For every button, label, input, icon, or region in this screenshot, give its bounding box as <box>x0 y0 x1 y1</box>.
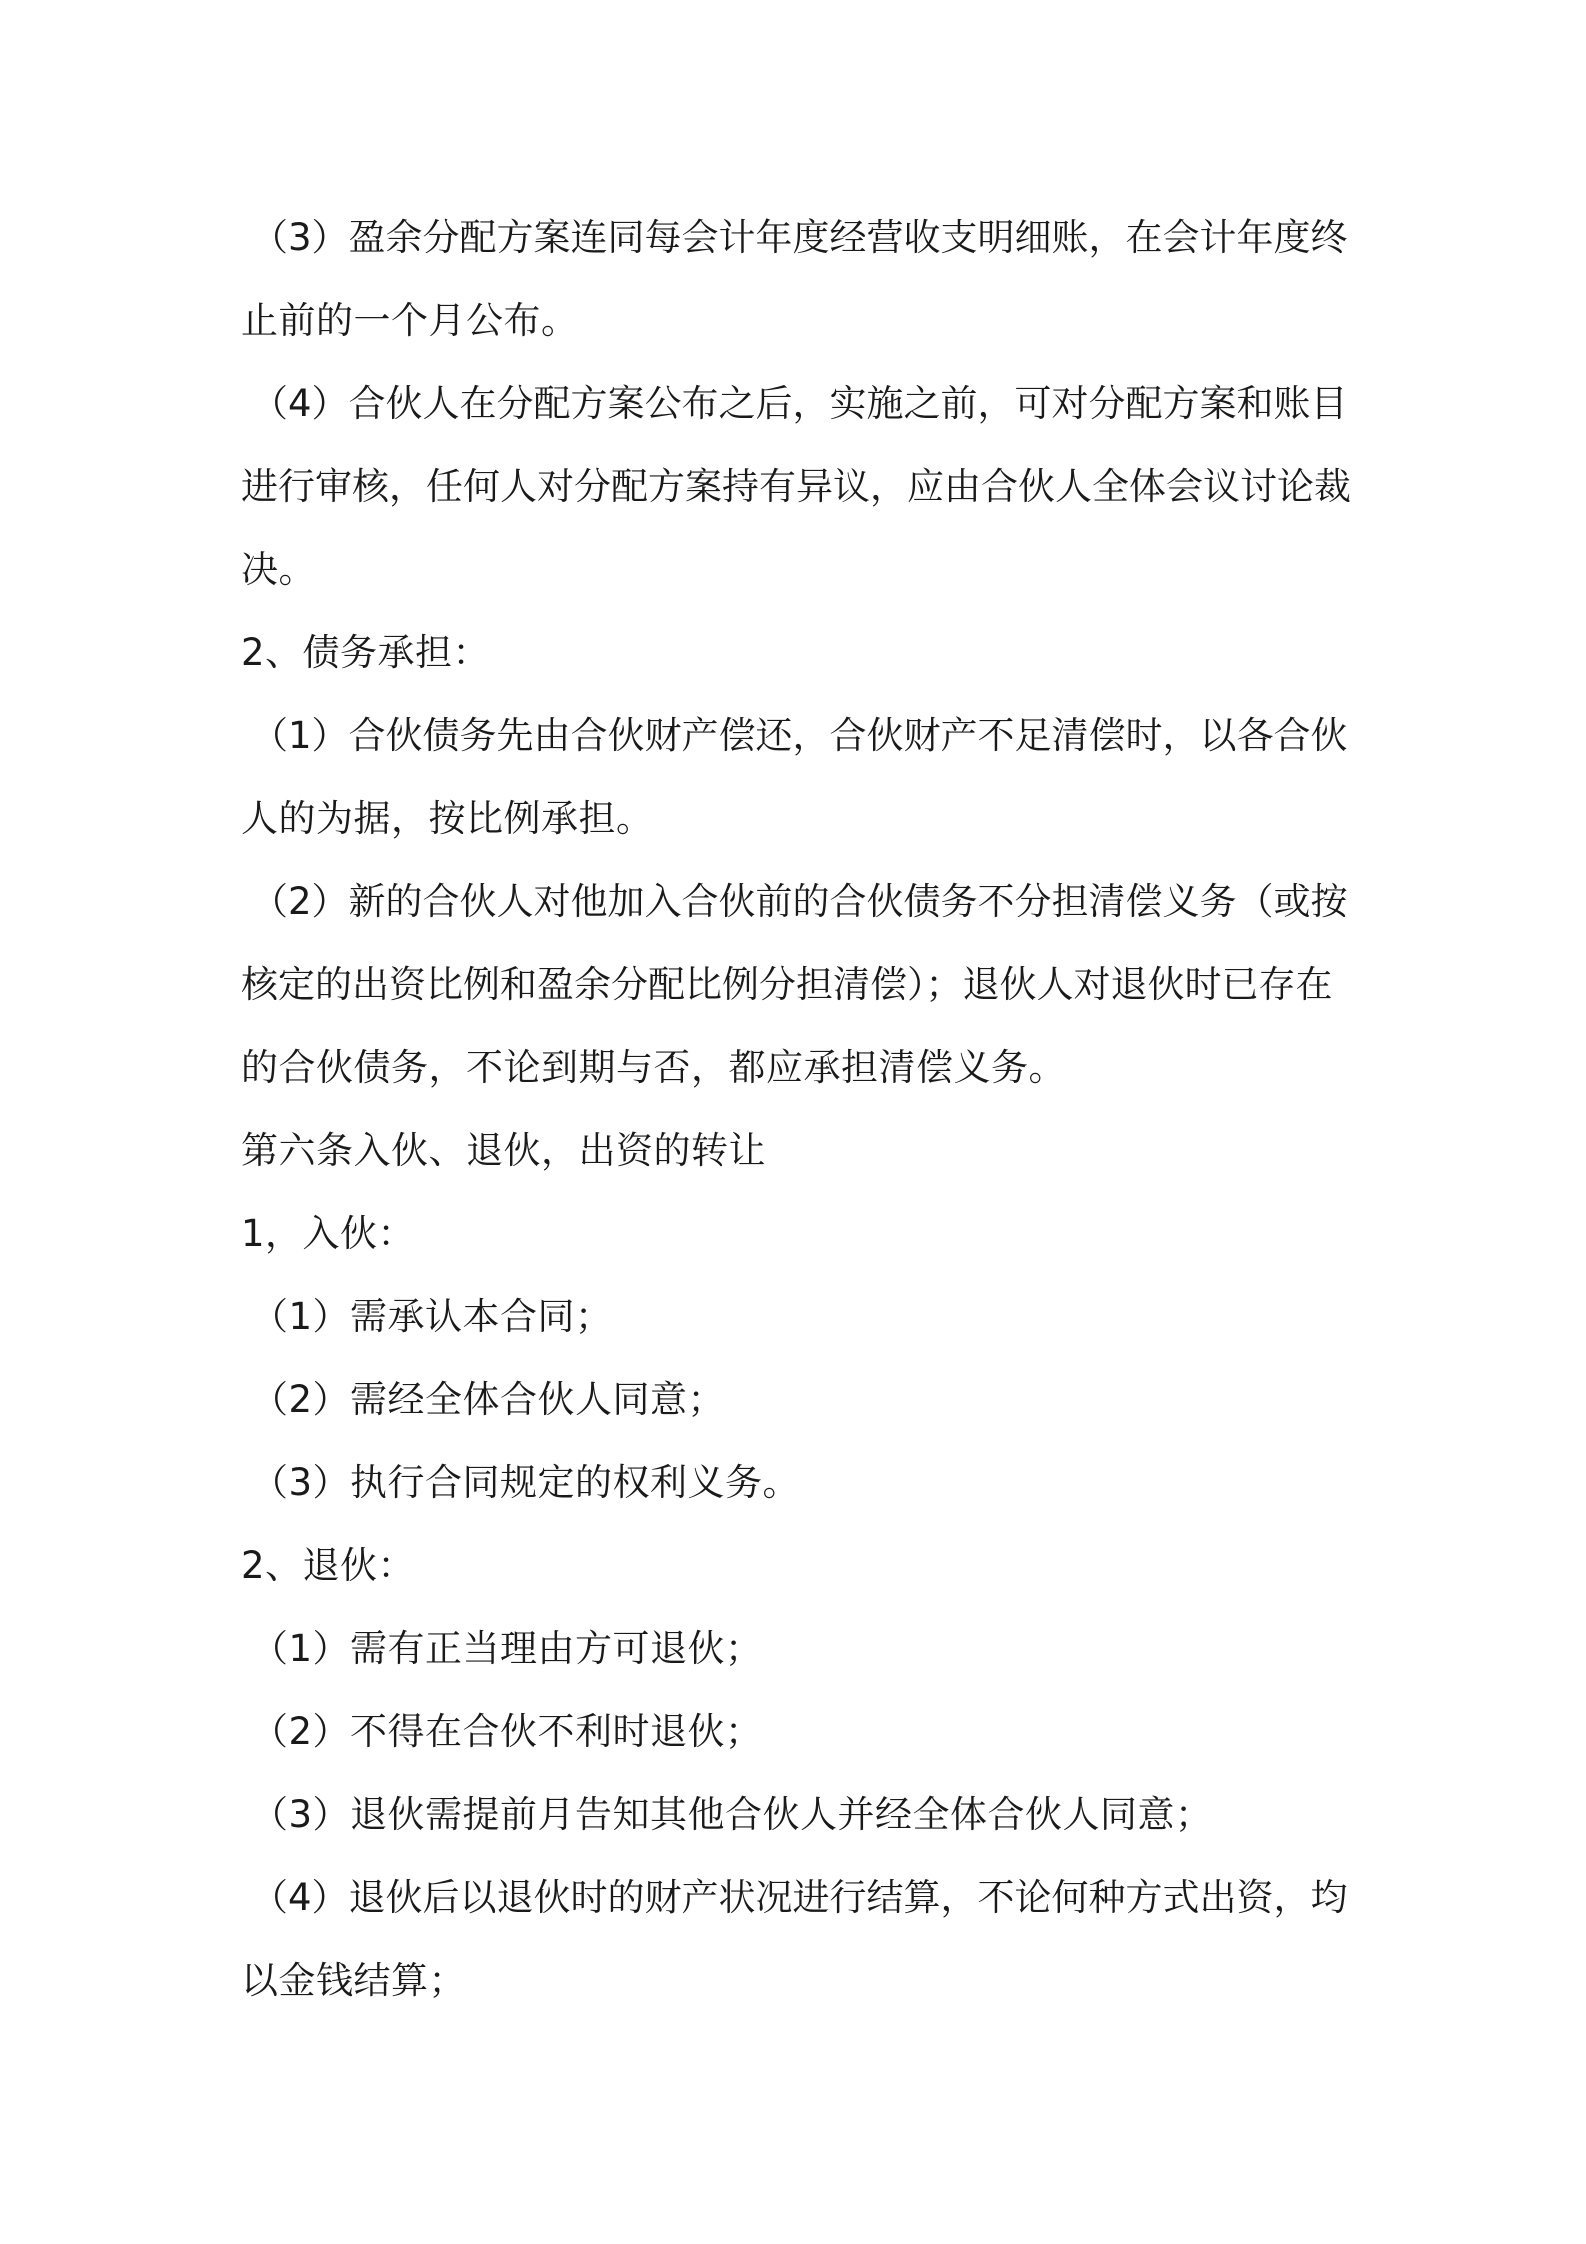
text-line: （1）需承认本合同； <box>251 1295 613 1338</box>
text-line: （1）合伙债务先由合伙财产偿还，合伙财产不足清偿时，以各合伙 <box>251 714 1348 757</box>
text-line: 人的为据，按比例承担。 <box>241 797 654 840</box>
text-line: （2）新的合伙人对他加入合伙前的合伙债务不分担清偿义务（或按 <box>251 880 1348 923</box>
text-line: 进行审核，任何人对分配方案持有异议，应由合伙人全体会议讨论裁 <box>241 465 1351 508</box>
section-heading: 2、退伙： <box>241 1544 416 1587</box>
text-line: （3）退伙需提前月告知其他合伙人并经全体合伙人同意； <box>251 1793 1213 1836</box>
text-line: （3）执行合同规定的权利义务。 <box>251 1461 801 1504</box>
text-line: 的合伙债务，不论到期与否，都应承担清偿义务。 <box>241 1046 1066 1089</box>
text-line: 以金钱结算； <box>241 1959 466 2002</box>
text-line: （4）合伙人在分配方案公布之后，实施之前，可对分配方案和账目 <box>251 382 1348 425</box>
section-heading: 1，入伙： <box>241 1212 416 1255</box>
article-heading: 第六条入伙、退伙，出资的转让 <box>241 1129 766 1172</box>
section-heading: 2、债务承担： <box>241 631 491 674</box>
text-line: 决。 <box>241 548 316 591</box>
text-line: （2）不得在合伙不利时退伙； <box>251 1710 763 1753</box>
text-line: （3）盈余分配方案连同每会计年度经营收支明细账，在会计年度终 <box>251 216 1348 259</box>
text-line: （4）退伙后以退伙时的财产状况进行结算，不论何种方式出资，均 <box>251 1876 1348 1919</box>
text-line: （1）需有正当理由方可退伙； <box>251 1627 763 1670</box>
document-body <box>241 196 1361 2022</box>
text-line: 止前的一个月公布。 <box>241 299 579 342</box>
text-line: 核定的出资比例和盈余分配比例分担清偿）；退伙人对退伙时已存在 <box>241 963 1333 1006</box>
text-line: （2）需经全体合伙人同意； <box>251 1378 726 1421</box>
